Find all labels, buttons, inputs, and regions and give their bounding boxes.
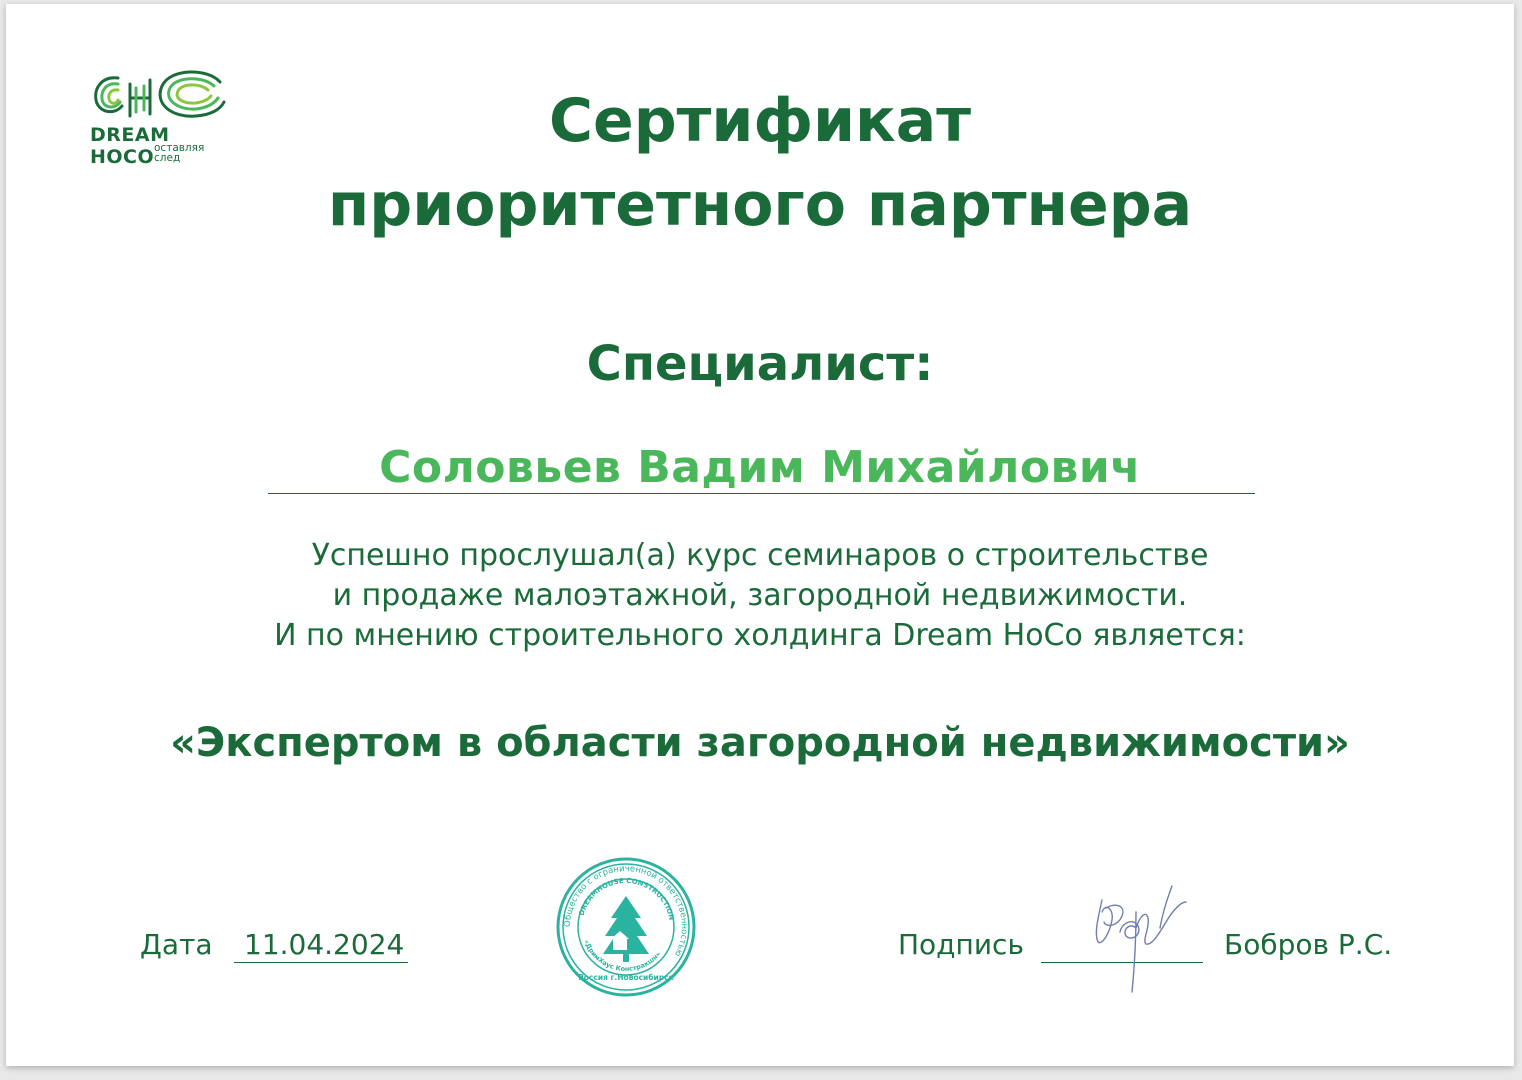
logo-tagline-line1: оставляя (154, 142, 205, 154)
recipient-name: Соловьев Вадим Михайлович (379, 442, 1141, 493)
body-text-line1: Успешно прослушал(а) курс семинаров о строительстве (311, 538, 1209, 573)
handwritten-signature-icon (1076, 872, 1196, 1002)
signature-label: Подпись (898, 928, 1024, 961)
seal-lower-text-2: Россия г.Новосибирск (578, 973, 674, 982)
signer-name: Бобров Р.С. (1224, 928, 1393, 961)
company-seal-icon (555, 856, 697, 998)
date-underline (234, 962, 408, 963)
logo-tagline-line2: след (154, 152, 181, 164)
certificate-page (6, 4, 1514, 1066)
date-value: 11.04.2024 (244, 928, 405, 961)
body-text-line2: и продаже малоэтажной, загородной недвижимости. (332, 578, 1188, 613)
specialist-label: Специалист: (586, 336, 934, 392)
certificate-title-line2: приоритетного партнера (327, 170, 1193, 240)
logo-dream-text: DREAM (90, 124, 170, 146)
body-text-line3: И по мнению строительного холдинга Dream HoCo является: (274, 618, 1246, 653)
seal-inner-text: DREAMHOUSE CONSTRUCTION (577, 876, 676, 921)
seal-outer-text: Общество с ограниченной ответственностью (562, 863, 690, 958)
certificate-title-line1: Сертификат (548, 86, 972, 156)
seal-lower-text-1: «ДримХаус Констракшн» (582, 938, 663, 974)
logo-hoco-text: HOCO (90, 146, 155, 168)
date-label: Дата (140, 928, 213, 961)
name-underline (268, 493, 1255, 494)
award-title: «Экспертом в области загородной недвижимости» (170, 720, 1350, 766)
